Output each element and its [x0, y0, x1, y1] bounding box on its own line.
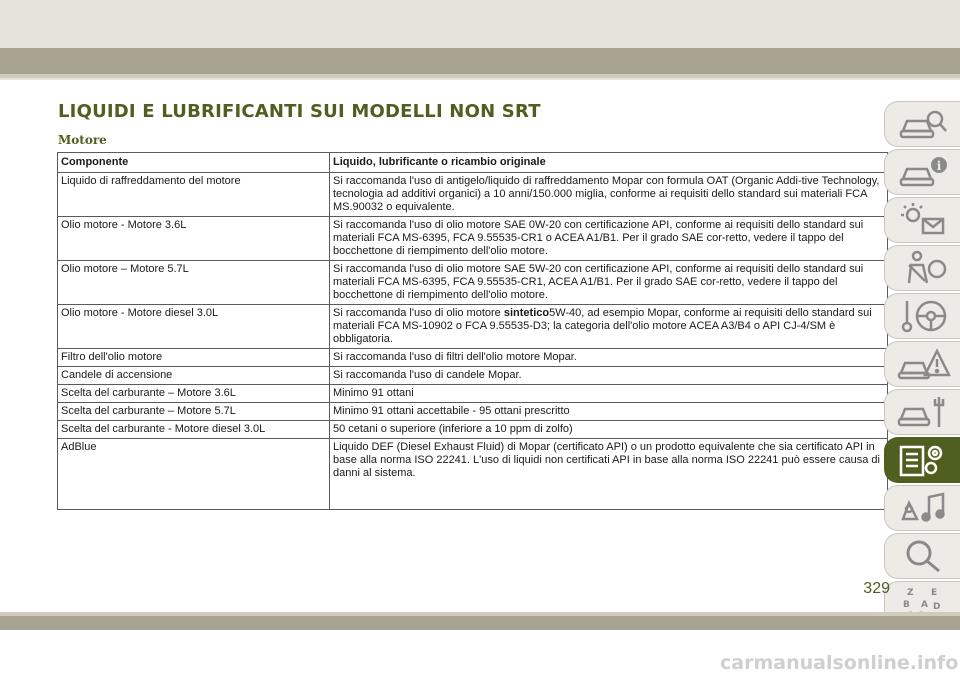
component-cell: Filtro dell'olio motore [58, 349, 330, 367]
spec-cell [330, 305, 888, 349]
component-cell: Scelta del carburante – Motore 3.6L [58, 385, 330, 403]
warning-lights-message-icon[interactable] [884, 197, 960, 243]
table-row [58, 385, 888, 403]
watermark-text: carmanualsonline.info [720, 652, 959, 674]
svg-text:Z: Z [906, 588, 914, 598]
table-header-row [58, 153, 888, 173]
car-service-tools-icon[interactable] [884, 389, 960, 435]
table-row [58, 305, 888, 349]
svg-text:i: i [936, 159, 941, 173]
spec-text: Si raccomanda l'uso di olio motore [333, 307, 504, 319]
page-title: LIQUIDI E LUBRIFICANTI SUI MODELLI NON SRT [58, 101, 541, 122]
component-cell: Olio motore - Motore 3.6L [58, 217, 330, 261]
spec-cell: Si raccomanda l'uso di antigelo/liquido di raffreddamento Mopar con formula OAT (Organic Addi-tive Technology, tecnologia ad additivi organici) a 10 anni/150.000 miglia, conforme ai requisiti dello standard sui materiali FCA MS.90032 o equivalente. [330, 173, 888, 217]
component-cell: Scelta del carburante - Motore diesel 3.0L [58, 421, 330, 439]
multimedia-music-icon[interactable] [884, 485, 960, 531]
spec-cell: Minimo 91 ottani [330, 385, 888, 403]
spec-cell: Si raccomanda l'uso di candele Mopar. [330, 367, 888, 385]
component-cell: Candele di accensione [58, 367, 330, 385]
footer-stripe [0, 616, 960, 630]
svg-text:D: D [932, 602, 940, 612]
spec-cell: Si raccomanda l'uso di olio motore SAE 5W-20 con certificazione API, conforme ai requisiti dello standard sui materiali FCA MS-6395, FCA 9.55535-CR1, ACEA A1/B1. Per il grado SAE cor-retto, vedere il tappo del bocchettone di riempimento dell'olio motore. [330, 261, 888, 305]
car-search-icon[interactable] [884, 101, 960, 147]
component-cell: AdBlue [58, 439, 330, 510]
hazard-triangle-car-icon[interactable] [884, 341, 960, 387]
component-cell: Scelta del carburante – Motore 5.7L [58, 403, 330, 421]
svg-text:B: B [902, 600, 910, 610]
fluids-table [57, 152, 888, 510]
table-row [58, 403, 888, 421]
table-row [58, 421, 888, 439]
component-cell: Olio motore - Motore diesel 3.0L [58, 305, 330, 349]
spec-highlight: sintetico [503, 307, 550, 319]
table-row [58, 173, 888, 217]
table-row [58, 217, 888, 261]
spec-cell: Si raccomanda l'uso di olio motore SAE 0W-20 con certificazione API, conforme ai requisiti dello standard sui materiali FCA MS-6395, FCA 9.55535-CR1 o ACEA A1/B1. Per il grado SAE cor-retto, vedere il tappo del bocchettone di riempimento dell'olio motore. [330, 217, 888, 261]
header-stripe-light [0, 74, 960, 78]
index-search-icon[interactable] [884, 533, 960, 579]
column-header-spec: Liquido, lubrificante o ricambio originale [330, 153, 888, 173]
svg-text:A: A [920, 600, 928, 610]
table-row [58, 349, 888, 367]
page-number: 329 [863, 580, 890, 597]
car-info-icon[interactable] [884, 149, 960, 195]
component-cell: Olio motore – Motore 5.7L [58, 261, 330, 305]
spec-cell: Si raccomanda l'uso di filtri dell'olio motore Mopar. [330, 349, 888, 367]
spec-cell: Minimo 91 ottani accettabile - 95 ottani prescritto [330, 403, 888, 421]
table-row [58, 439, 888, 510]
seat-belt-airbag-icon[interactable] [884, 245, 960, 291]
spec-cell: Liquido DEF (Diesel Exhaust Fluid) di Mopar (certificato API) o un prodotto equivalente che sia certificato API in base alla norma ISO 22241. L'uso di liquidi non certificati API in base alla norma ISO 22241 può essere causa di danni al sistema. [330, 439, 888, 510]
spec-text: 5W-40, ad esempio Mopar, conforme ai requisiti dello standard sui materiali FCA MS-10902 o FCA 9.55535-D3; la categoria dell'olio motore ACEA A3/B4 o API CJ-4/SM è obbligatoria. [333, 307, 872, 345]
column-header-component: Componente [58, 153, 330, 173]
table-row [58, 367, 888, 385]
section-title: Motore [58, 133, 107, 147]
steering-wheel-icon[interactable] [884, 293, 960, 339]
header-band [0, 0, 960, 80]
header-stripe [0, 48, 960, 74]
table-row [58, 261, 888, 305]
svg-text:E: E [930, 588, 937, 598]
technical-specs-gear-icon[interactable] [884, 437, 960, 483]
component-cell: Liquido di raffreddamento del motore [58, 173, 330, 217]
spec-cell: 50 cetani o superiore (inferiore a 10 ppm di zolfo) [330, 421, 888, 439]
